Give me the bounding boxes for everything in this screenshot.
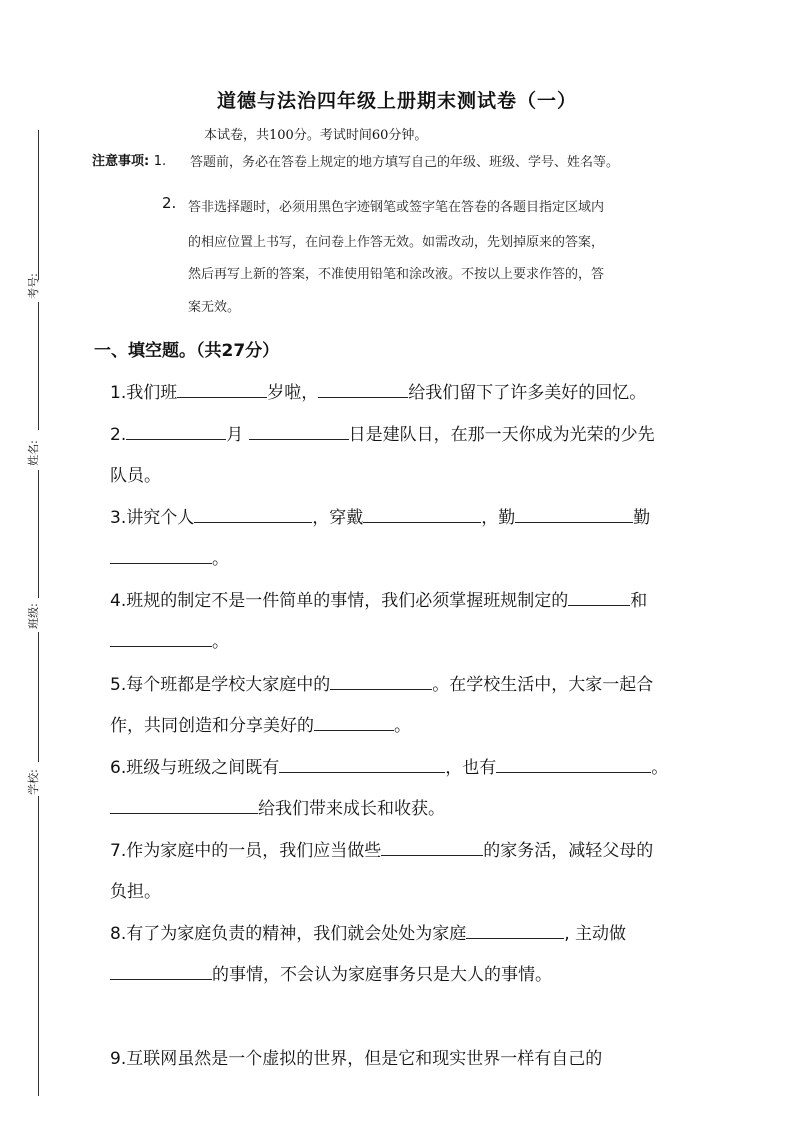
q3-blank-1[interactable]	[194, 504, 312, 523]
exam-info: 本试卷，共100分。考试时间60分钟。	[204, 128, 428, 143]
section-heading: 一、填空题。（共27分）	[94, 341, 280, 361]
binding-line-2	[38, 302, 39, 430]
note2-line-1: 答非选择题时，必须用黑色字迹钢笔或签字笔在答卷的各题目指定区域内	[188, 200, 605, 215]
q5-text-c: 作，共同创造和分享美好的	[110, 716, 314, 736]
q3-text-c: ，勤	[481, 508, 516, 528]
question-9: 9.互联网虽然是一个虚拟的世界，但是它和现实世界一样有自己的	[110, 1049, 603, 1069]
q7-text-b: 的家务活，减轻父母的	[483, 841, 654, 861]
question-5-cont	[110, 711, 411, 736]
q2-blank-2[interactable]	[249, 421, 349, 440]
q3-text-a: 3.讲究个人	[110, 508, 195, 528]
q3-blank-3[interactable]	[515, 504, 633, 523]
q6-text-a: 6.班级与班级之间既有	[110, 758, 280, 778]
q4-text-a: 4.班规的制定不是一件简单的事情，我们必须掌握班规制定的	[110, 591, 569, 611]
q3-blank-2[interactable]	[363, 504, 481, 523]
q3-text-e: 。	[212, 549, 229, 569]
label-kaohao: 考号:	[26, 273, 40, 299]
q6-text-b: ，也有	[445, 758, 497, 778]
q6-blank-2[interactable]	[496, 754, 651, 773]
note1-text: 答题前，务必在答卷上规定的地方填写自己的年级、班级、学号、姓名等。	[190, 155, 620, 170]
q2-text-c: 日是建队日，在那一天你成为光荣的少先	[348, 425, 655, 445]
question-3-cont	[110, 544, 229, 569]
q8-text-a: 8.有了为家庭负责的精神，我们就会处处为家庭	[110, 924, 467, 944]
q5-text-a: 5.每个班都是学校大家庭中的	[110, 675, 331, 695]
q8-text-b: , 主动做	[564, 924, 627, 944]
q4-text-c: 。	[212, 632, 229, 652]
q6-blank-3[interactable]	[110, 795, 258, 814]
q3-text-d: 勤	[633, 508, 651, 528]
q7-blank-1[interactable]	[381, 837, 483, 856]
question-2	[110, 420, 655, 445]
label-xingming: 姓名:	[26, 440, 40, 466]
q8-text-c: 的事情，不会认为家庭事务只是大人的事情。	[212, 965, 552, 985]
q6-text-c: 。	[651, 758, 669, 778]
notes-heading	[92, 150, 166, 169]
q4-blank-2[interactable]	[110, 628, 212, 647]
question-7	[110, 836, 653, 861]
question-3	[110, 503, 650, 528]
q2-text-b: 月	[226, 425, 244, 445]
q5-text-d: 。	[394, 716, 411, 736]
note2-number: 2.	[162, 194, 177, 212]
q3-blank-4[interactable]	[110, 545, 212, 564]
question-4	[110, 586, 647, 611]
q5-blank-1[interactable]	[330, 671, 432, 690]
q1-blank-2[interactable]	[318, 379, 408, 398]
q8-blank-2[interactable]	[110, 961, 212, 980]
note1-number: 1.	[153, 154, 167, 169]
q1-blank-1[interactable]	[177, 379, 267, 398]
q4-text-b: 和	[630, 591, 648, 611]
notes-heading-label: 注意事项:	[92, 154, 150, 169]
question-6-cont	[110, 794, 445, 819]
q2-blank-1[interactable]	[126, 421, 226, 440]
label-banji: 班级:	[26, 603, 40, 629]
q1-text-a: 1.我们班	[110, 383, 178, 403]
q6-blank-1[interactable]	[279, 754, 445, 773]
question-8-cont	[110, 960, 552, 985]
question-1	[110, 378, 646, 403]
note2-line-2: 的相应位置上书写，在问卷上作答无效。如需改动，先划掉原来的答案，	[188, 235, 605, 250]
q6-text-d: 给我们带来成长和收获。	[258, 799, 445, 819]
label-xuexiao: 学校:	[26, 769, 40, 795]
question-8	[110, 919, 626, 944]
question-7-cont: 负担。	[110, 882, 161, 902]
q8-blank-1[interactable]	[466, 920, 564, 939]
q3-text-b: ，穿戴	[312, 508, 364, 528]
q1-text-c: 给我们留下了许多美好的回忆。	[408, 383, 647, 403]
note2-line-3: 然后再写上新的答案，不准使用铅笔和涂改液。不按以上要求作答的，答	[188, 267, 605, 282]
question-6	[110, 753, 668, 778]
q5-text-b: 。在学校生活中，大家一起合	[432, 675, 654, 695]
question-2-cont: 队员。	[110, 466, 161, 486]
note2-line-4: 案无效。	[188, 300, 241, 315]
question-4-cont	[110, 627, 229, 652]
binding-line-1	[38, 130, 39, 280]
q7-text-a: 7.作为家庭中的一员，我们应当做些	[110, 841, 382, 861]
page-title: 道德与法治四年级上册期末测试卷（一）	[216, 90, 577, 112]
q5-blank-2[interactable]	[314, 712, 394, 731]
q4-blank-1[interactable]	[568, 587, 630, 606]
binding-line-5	[38, 796, 39, 1096]
q1-text-b: 岁啦，	[267, 383, 319, 403]
binding-line-3	[38, 470, 39, 598]
binding-line-4	[38, 632, 39, 762]
q2-text-a: 2.	[110, 425, 127, 445]
question-5	[110, 670, 653, 695]
